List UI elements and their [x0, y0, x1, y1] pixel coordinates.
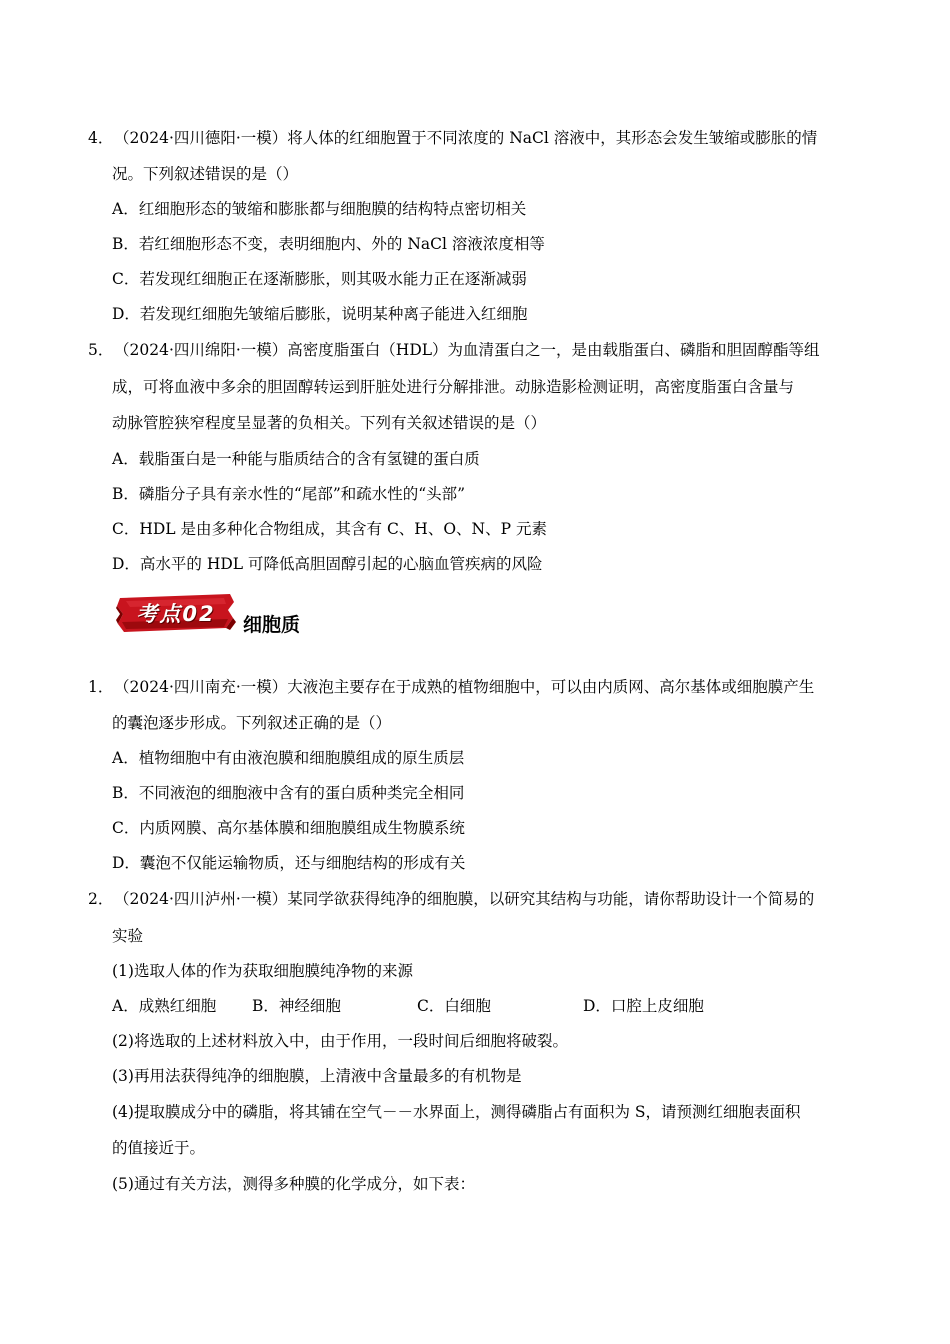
question-text-line: 成，可将血液中多余的胆固醇转运到肝脏处进行分解排泄。动脉造影检测证明，高密度脂蛋白含量与: [112, 378, 795, 396]
question-text-line: （2024·四川绵阳·一模）高密度脂蛋白（HDL）为血清蛋白之一，是由载脂蛋白、磷脂和胆固醇酯等组: [114, 341, 820, 359]
option-b: B．神经细胞: [252, 997, 341, 1015]
question-text-line: （2024·四川泸州·一模）某同学欲获得纯净的细胞膜，以研究其结构与功能，请你帮助设计一个简易的: [114, 890, 815, 908]
option-c: C．若发现红细胞正在逐渐膨胀，则其吸水能力正在逐渐减弱: [112, 270, 527, 288]
option-c: C．白细胞: [417, 997, 491, 1015]
question-number: 4．: [88, 129, 114, 147]
option-c: C．HDL 是由多种化合物组成，其含有 C、H、O、N、P 元素: [112, 520, 547, 538]
question-number: 2．: [88, 890, 114, 908]
sub-question-4: (4)提取膜成分中的磷脂，将其铺在空气－－水界面上，测得磷脂占有面积为 S，请预测红细胞表面积: [112, 1103, 801, 1121]
sub-question-4-continued: 的值接近于。: [112, 1139, 206, 1157]
option-a: A．红细胞形态的皱缩和膨胀都与细胞膜的结构特点密切相关: [112, 200, 527, 218]
option-b: B．磷脂分子具有亲水性的“尾部”和疏水性的“头部”: [112, 485, 466, 503]
sub-question-3: (3)再用法获得纯净的细胞膜，上清液中含量最多的有机物是: [112, 1067, 522, 1085]
section-title: 细胞质: [243, 614, 301, 636]
option-d: D．若发现红细胞先皱缩后膨胀，说明某种离子能进入红细胞: [112, 305, 528, 323]
option-a: A．载脂蛋白是一种能与脂质结合的含有氢键的蛋白质: [112, 450, 480, 468]
option-d: D．高水平的 HDL 可降低高胆固醇引起的心脑血管疾病的风险: [112, 555, 543, 573]
question-number: 5．: [88, 341, 114, 359]
question-text-line: 实验: [112, 927, 144, 945]
option-b: B．不同液泡的细胞液中含有的蛋白质种类完全相同: [112, 784, 465, 802]
sub-question-2: (2)将选取的上述材料放入中，由于作用，一段时间后细胞将破裂。: [112, 1032, 568, 1050]
section-badge-label: 考点02: [136, 602, 216, 626]
option-c: C．内质网膜、高尔基体膜和细胞膜组成生物膜系统: [112, 819, 465, 837]
question-number: 1．: [88, 678, 114, 696]
question-text-line: 动脉管腔狭窄程度呈显著的负相关。下列有关叙述错误的是（）: [112, 414, 547, 432]
question-text-line: （2024·四川德阳·一模）将人体的红细胞置于不同浓度的 NaCl 溶液中，其形态会发生皱缩或膨胀的情: [114, 129, 818, 147]
option-d: D．口腔上皮细胞: [583, 997, 704, 1015]
question-text-line: 况。下列叙述错误的是（）: [112, 165, 299, 183]
question-text-line: 的囊泡逐步形成。下列叙述正确的是（）: [112, 714, 392, 732]
option-a: A．成熟红细胞: [112, 997, 217, 1015]
question-text-line: （2024·四川南充·一模）大液泡主要存在于成熟的植物细胞中，可以由内质网、高尔基体或细胞膜产生: [114, 678, 815, 696]
option-d: D．囊泡不仅能运输物质，还与细胞结构的形成有关: [112, 854, 466, 872]
option-a: A．植物细胞中有由液泡膜和细胞膜组成的原生质层: [112, 749, 465, 767]
option-b: B．若红细胞形态不变，表明细胞内、外的 NaCl 溶液浓度相等: [112, 235, 545, 253]
sub-question-1: (1)选取人体的作为获取细胞膜纯净物的来源: [112, 962, 413, 980]
sub-question-5: (5)通过有关方法，测得多种膜的化学成分，如下表：: [112, 1175, 475, 1193]
section-badge: [116, 592, 236, 634]
